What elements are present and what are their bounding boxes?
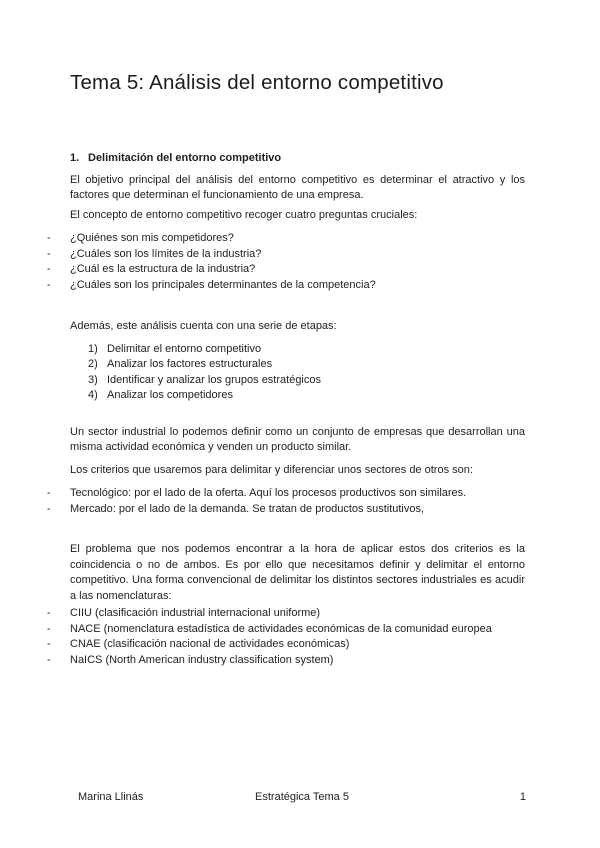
list-item-text: ¿Quiénes son mis competidores? (70, 232, 234, 244)
list-item (47, 262, 525, 278)
list-item (47, 486, 525, 502)
list-item-text: Analizar los competidores (107, 389, 233, 401)
criteria-list (47, 486, 525, 517)
dash-bullet-icon: - (47, 653, 51, 666)
list-item (70, 373, 525, 389)
list-item (47, 247, 525, 263)
list-item (70, 388, 525, 404)
list-item-text: CIIU (clasificación industrial internacional uniforme) (70, 607, 321, 619)
list-item-number: 3) (88, 373, 98, 386)
list-item (47, 278, 525, 294)
list-item-text: Tecnológico: por el lado de la oferta. Aquí los procesos productivos son similares. (70, 487, 467, 499)
footer-page-number: 1 (519, 791, 526, 803)
nomenclatures-list (47, 606, 525, 668)
list-item-text: CNAE (clasificación nacional de actividades económicas) (70, 638, 350, 650)
list-item-text: Mercado: por el lado de la demanda. Se tratan de productos sustitutivos, (70, 502, 425, 515)
questions-list (47, 231, 525, 293)
section-heading (70, 151, 525, 167)
paragraph-objective: El objetivo principal del análisis del entorno competitivo es determinar el atractivo y los factores que determinan el funcionamiento de una empresa. (70, 173, 525, 201)
dash-bullet-icon: - (47, 607, 51, 619)
paragraph-stages-intro: Además, este análisis cuenta con una serie de etapas: (70, 320, 337, 332)
list-item (70, 342, 525, 358)
list-item-number: 1) (88, 342, 98, 355)
dash-bullet-icon: - (47, 638, 51, 650)
footer-doc-title: Estratégica Tema 5 (255, 791, 349, 803)
dash-bullet-icon: - (47, 487, 51, 499)
dash-bullet-icon: - (47, 278, 51, 291)
list-item (47, 622, 525, 638)
dash-bullet-icon: - (47, 502, 51, 515)
page-footer (78, 790, 526, 806)
list-item-number: 4) (88, 389, 98, 401)
list-item-text: Analizar los factores estructurales (107, 358, 273, 370)
list-item-text: ¿Cuál es la estructura de la industria? (70, 263, 256, 275)
dash-bullet-icon: - (47, 263, 51, 275)
list-item (47, 653, 525, 669)
paragraph-sector-definition: Un sector industrial lo podemos definir como un conjunto de empresas que desarrollan una misma actividad económica y venden un producto similar. (70, 425, 525, 453)
dash-bullet-icon: - (47, 232, 51, 244)
paragraph-concept: El concepto de entorno competitivo recoger cuatro preguntas cruciales: (70, 208, 418, 221)
paragraph-problem: El problema que nos podemos encontrar a la hora de aplicar estos dos criterios es la coincidencia o no de ambos. Es por ello que necesitamos definir y delimitar el entorno competitivo. Una forma convencional de delimitar los distintos sectores industriales es acudir a las nomenclaturas: (70, 543, 525, 602)
list-item (47, 606, 525, 622)
section-number: 1. (70, 152, 80, 164)
list-item-text: Delimitar el entorno competitivo (107, 342, 262, 355)
list-item-text: ¿Cuáles son los principales determinantes de la competencia? (70, 278, 376, 291)
footer-author: Marina Llinás (78, 791, 144, 803)
list-item-text: NaICS (North American industry classification system) (70, 653, 334, 666)
paragraph-criteria-intro: Los criterios que usaremos para delimitar y diferenciar unos sectores de otros son: (70, 463, 473, 476)
list-item-text: ¿Cuáles son los límites de la industria? (70, 247, 262, 260)
page-content (47, 0, 525, 668)
list-item (47, 231, 525, 247)
list-item-text: Identificar y analizar los grupos estratégicos (107, 373, 321, 386)
list-item-text: NACE (nomenclatura estadística de actividades económicas de la comunidad europea (70, 622, 492, 635)
list-item-number: 2) (88, 358, 98, 370)
list-item (47, 637, 525, 653)
document-title: Tema 5: Análisis del entorno competitivo (70, 71, 444, 94)
dash-bullet-icon: - (47, 622, 51, 635)
list-item (47, 502, 525, 518)
stages-list (70, 342, 525, 404)
section-heading-text: Delimitación del entorno competitivo (88, 152, 282, 164)
dash-bullet-icon: - (47, 247, 51, 260)
list-item (70, 357, 525, 373)
